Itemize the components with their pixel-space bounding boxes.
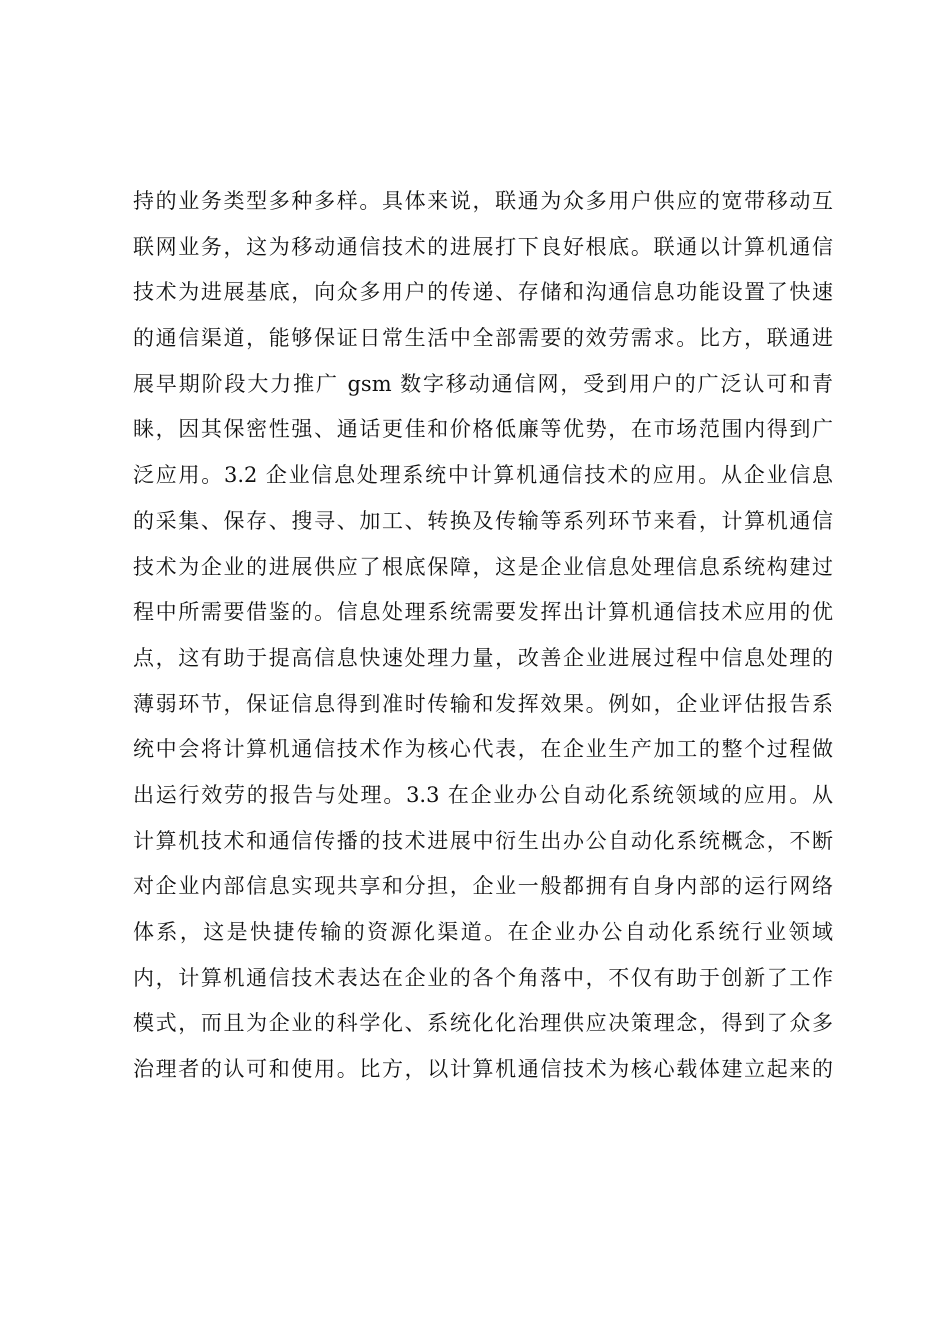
text-line: 对企业内部信息实现共享和分担，企业一般都拥有自身内部的运行网络	[133, 874, 833, 899]
text-line: 程中所需要借鉴的。信息处理系统需要发挥出计算机通信技术应用的优	[133, 600, 833, 625]
text-line: 点，这有助于提高信息快速处理力量，改善企业进展过程中信息处理的	[133, 645, 833, 670]
body-paragraph	[133, 179, 833, 1093]
text-line: 联网业务，这为移动通信技术的进展打下良好根底。联通以计算机通信	[133, 234, 833, 259]
text-line: 展早期阶段大力推广 gsm 数字移动通信网，受到用户的广泛认可和青	[133, 371, 833, 396]
text-line: 技术为进展基底，向众多用户的传递、存储和沟通信息功能设置了快速	[133, 280, 833, 305]
text-line: 治理者的认可和使用。比方，以计算机通信技术为核心载体建立起来的	[133, 1057, 833, 1082]
text-line: 统中会将计算机通信技术作为核心代表，在企业生产加工的整个过程做	[133, 737, 833, 762]
text-line: 技术为企业的进展供应了根底保障，这是企业信息处理信息系统构建过	[133, 554, 833, 579]
text-line: 体系，这是快捷传输的资源化渠道。在企业办公自动化系统行业领域	[133, 920, 833, 944]
text-line: 持的业务类型多种多样。具体来说，联通为众多用户供应的宽带移动互	[133, 189, 833, 213]
text-line: 泛应用。3.2 企业信息处理系统中计算机通信技术的应用。从企业信息	[133, 463, 833, 488]
text-line: 计算机技术和通信传播的技术进展中衍生出办公自动化系统概念，不断	[133, 828, 833, 853]
text-line: 睐，因其保密性强、通话更佳和价格低廉等优势，在市场范围内得到广	[133, 417, 833, 442]
text-line: 的通信渠道，能够保证日常生活中全部需要的效劳需求。比方，联通进	[133, 326, 833, 351]
text-line: 的采集、保存、搜寻、加工、转换及传输等系列环节来看，计算机通信	[133, 508, 833, 533]
text-line: 内，计算机通信技术表达在企业的各个角落中，不仅有助于创新了工作	[133, 965, 833, 990]
text-line: 模式，而且为企业的科学化、系统化化治理供应决策理念，得到了众多	[133, 1011, 833, 1036]
text-line: 出运行效劳的报告与处理。3.3 在企业办公自动化系统领域的应用。从	[133, 782, 833, 807]
text-line: 薄弱环节，保证信息得到准时传输和发挥效果。例如，企业评估报告系	[133, 691, 833, 716]
